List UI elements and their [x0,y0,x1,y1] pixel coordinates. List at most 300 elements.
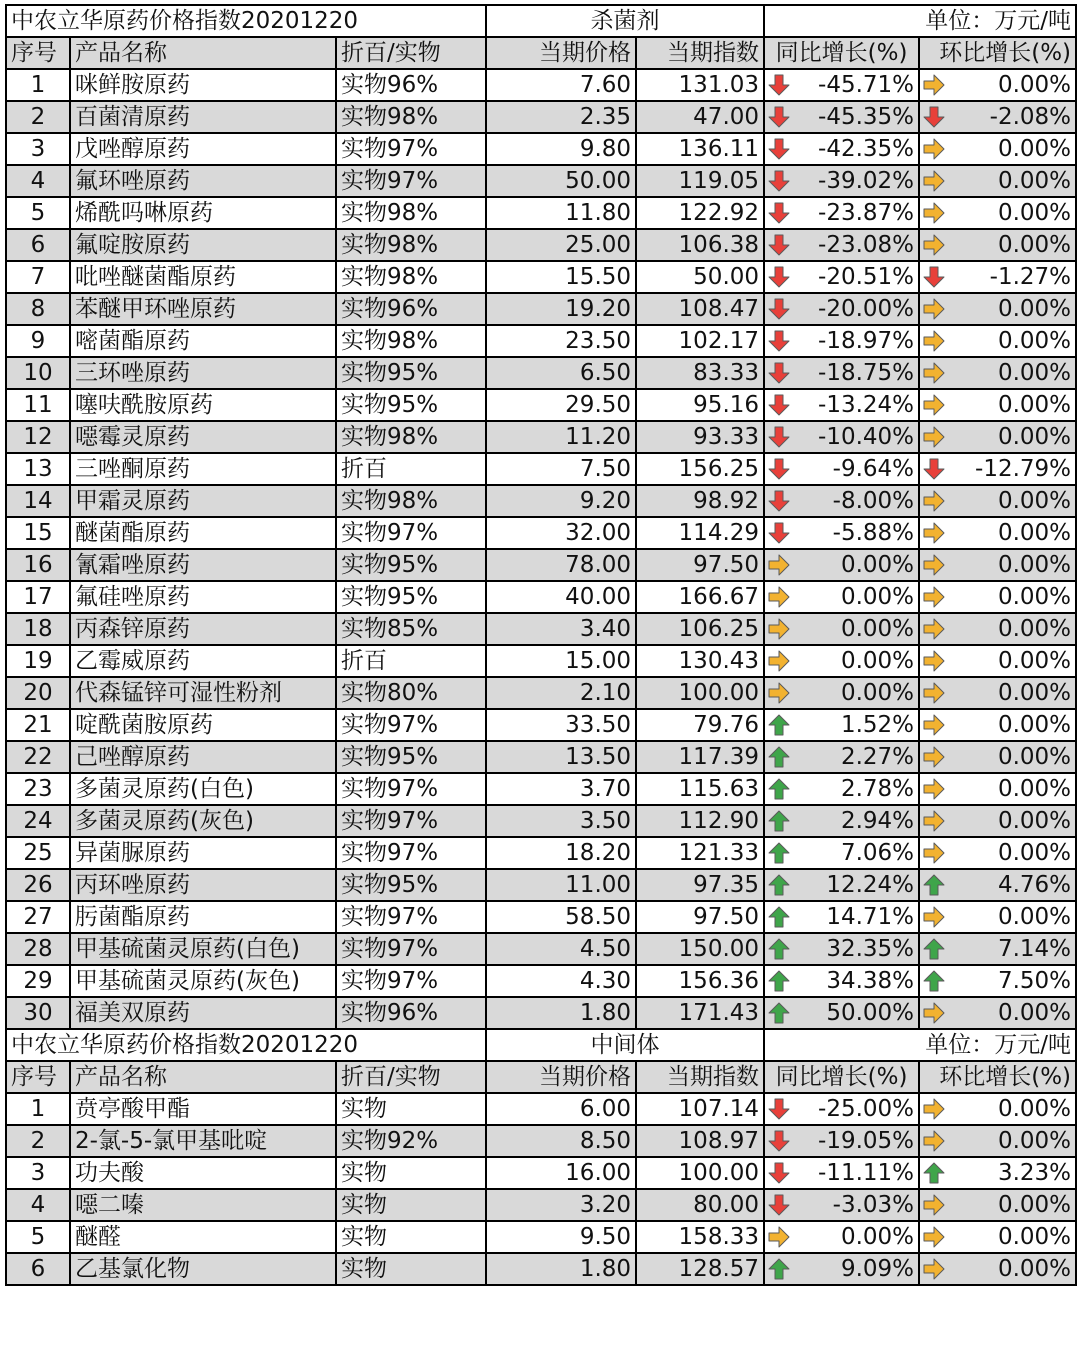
product-name: 噻呋酰胺原药 [70,389,336,421]
arrow-up-icon [767,905,791,929]
arrow-down-icon [767,73,791,97]
yoy-change-value: -10.40% [818,424,915,450]
arrow-up-icon [767,937,791,961]
table-row [6,229,1076,261]
product-spec: 实物97% [336,837,486,869]
arrow-right-icon [767,681,791,705]
mom-change-value: 0.00% [997,520,1072,546]
yoy-change [764,517,919,549]
table-row [6,69,1076,101]
yoy-change [764,69,919,101]
row-number: 25 [6,837,70,869]
yoy-change [764,773,919,805]
mom-change-value: 0.00% [997,680,1072,706]
arrow-up-icon [767,1257,791,1281]
current-index: 80.00 [636,1189,764,1221]
arrow-right-icon [922,361,946,385]
mom-change [919,1189,1076,1221]
row-number: 1 [6,1093,70,1125]
current-price: 3.20 [486,1189,636,1221]
product-spec: 实物98% [336,485,486,517]
row-number: 11 [6,389,70,421]
mom-change-value: 0.00% [997,648,1072,674]
yoy-change [764,933,919,965]
table-row [6,357,1076,389]
product-name: 苯醚甲环唑原药 [70,293,336,325]
arrow-right-icon [922,521,946,545]
arrow-up-icon [922,873,946,897]
mom-change [919,293,1076,325]
yoy-change [764,1125,919,1157]
current-index: 97.35 [636,869,764,901]
price-index-table [5,4,1077,1286]
arrow-down-icon [922,105,946,129]
yoy-change [764,421,919,453]
mom-change-value: 0.00% [997,584,1072,610]
table-row [6,389,1076,421]
product-spec: 实物96% [336,997,486,1029]
yoy-change [764,837,919,869]
arrow-right-icon [922,713,946,737]
mom-change-value: 0.00% [997,1096,1072,1122]
current-price: 1.80 [486,997,636,1029]
product-spec: 实物98% [336,101,486,133]
mom-change [919,965,1076,997]
current-price: 78.00 [486,549,636,581]
arrow-right-icon [922,1129,946,1153]
arrow-right-icon [922,201,946,225]
column-header-row [6,37,1076,69]
mom-change-value: 0.00% [997,136,1072,162]
mom-change-value: 0.00% [997,200,1072,226]
current-index: 150.00 [636,933,764,965]
mom-change [919,325,1076,357]
mom-change-value: 0.00% [997,904,1072,930]
yoy-change-value: 0.00% [840,552,915,578]
arrow-down-icon [767,1097,791,1121]
yoy-change-value: -19.05% [818,1128,915,1154]
row-number: 2 [6,101,70,133]
product-name: 异菌脲原药 [70,837,336,869]
product-name: 功夫酸 [70,1157,336,1189]
product-spec: 实物92% [336,1125,486,1157]
arrow-right-icon [922,1193,946,1217]
current-index: 122.92 [636,197,764,229]
yoy-change [764,677,919,709]
arrow-right-icon [922,233,946,257]
arrow-right-icon [922,777,946,801]
table-row [6,101,1076,133]
section-unit: 单位：万元/吨 [764,1029,1076,1061]
current-price: 40.00 [486,581,636,613]
yoy-change [764,1253,919,1285]
product-spec: 实物97% [336,517,486,549]
product-spec: 实物98% [336,421,486,453]
table-row [6,581,1076,613]
table-row [6,837,1076,869]
product-name: 代森锰锌可湿性粉剂 [70,677,336,709]
yoy-change-value: -45.35% [818,104,915,130]
yoy-change-value: 7.06% [840,840,915,866]
arrow-down-icon [767,1161,791,1185]
mom-change-value: 0.00% [997,1000,1072,1026]
row-number: 19 [6,645,70,677]
arrow-right-icon [767,1225,791,1249]
yoy-change [764,293,919,325]
row-number: 9 [6,325,70,357]
current-index: 117.39 [636,741,764,773]
mom-change-value: -1.27% [989,264,1072,290]
yoy-change-value: -23.87% [818,200,915,226]
product-spec: 实物98% [336,325,486,357]
row-number: 14 [6,485,70,517]
current-index: 100.00 [636,1157,764,1189]
arrow-down-icon [767,233,791,257]
product-name: 肟菌酯原药 [70,901,336,933]
arrow-right-icon [922,1257,946,1281]
row-number: 13 [6,453,70,485]
product-spec: 实物85% [336,613,486,645]
row-number: 8 [6,293,70,325]
arrow-right-icon [767,649,791,673]
arrow-up-icon [767,777,791,801]
mom-change [919,709,1076,741]
mom-change [919,645,1076,677]
product-spec: 实物 [336,1157,486,1189]
product-name: 氟环唑原药 [70,165,336,197]
mom-change-value: 0.00% [997,616,1072,642]
mom-change-value: 0.00% [997,1192,1072,1218]
current-price: 1.80 [486,1253,636,1285]
mom-change [919,741,1076,773]
table-row [6,741,1076,773]
arrow-right-icon [922,489,946,513]
row-number: 1 [6,69,70,101]
mom-change-value: 0.00% [997,552,1072,578]
arrow-down-icon [767,1129,791,1153]
product-name: 吡唑醚菌酯原药 [70,261,336,293]
current-index: 106.25 [636,613,764,645]
mom-change [919,805,1076,837]
current-index: 114.29 [636,517,764,549]
table-row [6,517,1076,549]
row-number: 21 [6,709,70,741]
column-header: 折百/实物 [336,1061,486,1093]
arrow-right-icon [922,905,946,929]
yoy-change-value: -20.51% [818,264,915,290]
mom-change-value: 0.00% [997,776,1072,802]
yoy-change-value: 12.24% [826,872,915,898]
yoy-change-value: -3.03% [832,1192,915,1218]
current-price: 29.50 [486,389,636,421]
mom-change-value: 3.23% [997,1160,1072,1186]
yoy-change-value: 2.27% [840,744,915,770]
section-unit: 单位：万元/吨 [764,5,1076,37]
table-row [6,677,1076,709]
table-row [6,549,1076,581]
current-index: 100.00 [636,677,764,709]
yoy-change [764,1157,919,1189]
mom-change [919,485,1076,517]
current-price: 9.50 [486,1221,636,1253]
table-row [6,1093,1076,1125]
row-number: 12 [6,421,70,453]
yoy-change [764,229,919,261]
mom-change [919,165,1076,197]
product-spec: 实物 [336,1221,486,1253]
product-name: 戊唑醇原药 [70,133,336,165]
column-header: 折百/实物 [336,37,486,69]
product-spec: 实物95% [336,549,486,581]
row-number: 18 [6,613,70,645]
mom-change-value: 0.00% [997,360,1072,386]
current-price: 2.35 [486,101,636,133]
yoy-change [764,581,919,613]
yoy-change [764,389,919,421]
current-price: 11.00 [486,869,636,901]
arrow-down-icon [767,521,791,545]
mom-change [919,453,1076,485]
current-price: 9.20 [486,485,636,517]
current-index: 119.05 [636,165,764,197]
mom-change [919,613,1076,645]
table-row [6,773,1076,805]
current-index: 102.17 [636,325,764,357]
arrow-down-icon [767,1193,791,1217]
table-row [6,1253,1076,1285]
product-name: 丙环唑原药 [70,869,336,901]
arrow-right-icon [922,745,946,769]
current-price: 11.20 [486,421,636,453]
table-row [6,261,1076,293]
current-price: 6.00 [486,1093,636,1125]
column-header-row [6,1061,1076,1093]
arrow-up-icon [767,841,791,865]
product-name: 三唑酮原药 [70,453,336,485]
column-header: 当期价格 [486,1061,636,1093]
section-title-row [6,5,1076,37]
current-index: 112.90 [636,805,764,837]
section-title: 中农立华原药价格指数20201220 [6,5,486,37]
product-name: 2-氯-5-氯甲基吡啶 [70,1125,336,1157]
yoy-change-value: -25.00% [818,1096,915,1122]
product-name: 烯酰吗啉原药 [70,197,336,229]
mom-change-value: 7.50% [997,968,1072,994]
yoy-change [764,613,919,645]
current-price: 32.00 [486,517,636,549]
yoy-change [764,133,919,165]
row-number: 26 [6,869,70,901]
mom-change-value: 0.00% [997,744,1072,770]
arrow-right-icon [922,681,946,705]
yoy-change [764,357,919,389]
yoy-change [764,261,919,293]
yoy-change-value: 1.52% [840,712,915,738]
mom-change [919,261,1076,293]
row-number: 5 [6,197,70,229]
arrow-right-icon [922,649,946,673]
arrow-right-icon [922,425,946,449]
current-index: 107.14 [636,1093,764,1125]
current-index: 108.97 [636,1125,764,1157]
arrow-down-icon [767,489,791,513]
table-row [6,325,1076,357]
current-price: 19.20 [486,293,636,325]
mom-change-value: 0.00% [997,712,1072,738]
yoy-change-value: 0.00% [840,648,915,674]
yoy-change [764,869,919,901]
current-index: 47.00 [636,101,764,133]
current-price: 23.50 [486,325,636,357]
product-spec: 实物98% [336,197,486,229]
yoy-change-value: -45.71% [818,72,915,98]
mom-change-value: 0.00% [997,72,1072,98]
current-index: 97.50 [636,901,764,933]
yoy-change [764,645,919,677]
mom-change-value: 0.00% [997,296,1072,322]
section-category: 中间体 [486,1029,764,1061]
current-price: 7.60 [486,69,636,101]
product-spec: 实物98% [336,261,486,293]
current-price: 6.50 [486,357,636,389]
current-index: 136.11 [636,133,764,165]
mom-change [919,869,1076,901]
table-body [6,5,1076,1285]
table-row [6,1125,1076,1157]
column-header: 产品名称 [70,1061,336,1093]
table-row [6,1189,1076,1221]
mom-change [919,1253,1076,1285]
product-name: 啶酰菌胺原药 [70,709,336,741]
column-header: 当期价格 [486,37,636,69]
product-spec: 实物98% [336,229,486,261]
arrow-right-icon [922,617,946,641]
table-row [6,453,1076,485]
yoy-change-value: -39.02% [818,168,915,194]
arrow-right-icon [922,297,946,321]
section-title: 中农立华原药价格指数20201220 [6,1029,486,1061]
current-index: 130.43 [636,645,764,677]
arrow-right-icon [922,393,946,417]
table-row [6,613,1076,645]
row-number: 7 [6,261,70,293]
product-name: 甲基硫菌灵原药(白色) [70,933,336,965]
yoy-change-value: -5.88% [832,520,915,546]
yoy-change-value: -23.08% [818,232,915,258]
arrow-right-icon [767,553,791,577]
mom-change-value: 0.00% [997,1256,1072,1282]
mom-change [919,549,1076,581]
mom-change [919,229,1076,261]
mom-change-value: 0.00% [997,424,1072,450]
arrow-up-icon [767,873,791,897]
row-number: 29 [6,965,70,997]
row-number: 6 [6,229,70,261]
product-name: 乙基氯化物 [70,1253,336,1285]
row-number: 10 [6,357,70,389]
yoy-change-value: -8.00% [832,488,915,514]
current-index: 115.63 [636,773,764,805]
row-number: 3 [6,133,70,165]
current-index: 83.33 [636,357,764,389]
arrow-right-icon [922,1225,946,1249]
table-row [6,197,1076,229]
arrow-right-icon [922,169,946,193]
yoy-change [764,485,919,517]
table-row [6,165,1076,197]
table-row [6,965,1076,997]
yoy-change-value: 9.09% [840,1256,915,1282]
column-header: 当期指数 [636,1061,764,1093]
row-number: 30 [6,997,70,1029]
current-index: 166.67 [636,581,764,613]
yoy-change-value: 32.35% [826,936,915,962]
mom-change [919,1221,1076,1253]
product-spec: 实物97% [336,965,486,997]
column-header: 序号 [6,37,70,69]
current-price: 2.10 [486,677,636,709]
arrow-right-icon [922,329,946,353]
current-price: 50.00 [486,165,636,197]
product-name: 醚醛 [70,1221,336,1253]
table-row [6,645,1076,677]
table-row [6,1157,1076,1189]
product-spec: 实物80% [336,677,486,709]
current-index: 95.16 [636,389,764,421]
product-name: 氟硅唑原药 [70,581,336,613]
mom-change [919,101,1076,133]
row-number: 28 [6,933,70,965]
arrow-right-icon [767,585,791,609]
current-price: 3.50 [486,805,636,837]
current-index: 108.47 [636,293,764,325]
arrow-down-icon [922,265,946,289]
yoy-change-value: -18.75% [818,360,915,386]
yoy-change [764,325,919,357]
product-name: 福美双原药 [70,997,336,1029]
row-number: 16 [6,549,70,581]
table-row [6,901,1076,933]
product-spec: 实物96% [336,69,486,101]
current-index: 79.76 [636,709,764,741]
current-index: 128.57 [636,1253,764,1285]
row-number: 2 [6,1125,70,1157]
arrow-down-icon [767,201,791,225]
mom-change-value: 0.00% [997,840,1072,866]
current-index: 50.00 [636,261,764,293]
arrow-down-icon [767,297,791,321]
table-row [6,933,1076,965]
yoy-change [764,741,919,773]
current-index: 121.33 [636,837,764,869]
arrow-right-icon [922,841,946,865]
yoy-change [764,965,919,997]
yoy-change [764,709,919,741]
mom-change [919,1125,1076,1157]
arrow-up-icon [767,713,791,737]
current-index: 158.33 [636,1221,764,1253]
mom-change-value: 0.00% [997,1128,1072,1154]
current-index: 171.43 [636,997,764,1029]
yoy-change-value: -11.11% [818,1160,915,1186]
mom-change [919,69,1076,101]
column-header: 同比增长(%) [764,37,919,69]
yoy-change-value: -9.64% [832,456,915,482]
yoy-change-value: -13.24% [818,392,915,418]
current-price: 7.50 [486,453,636,485]
column-header: 环比增长(%) [919,37,1076,69]
product-name: 贲亭酸甲酯 [70,1093,336,1125]
